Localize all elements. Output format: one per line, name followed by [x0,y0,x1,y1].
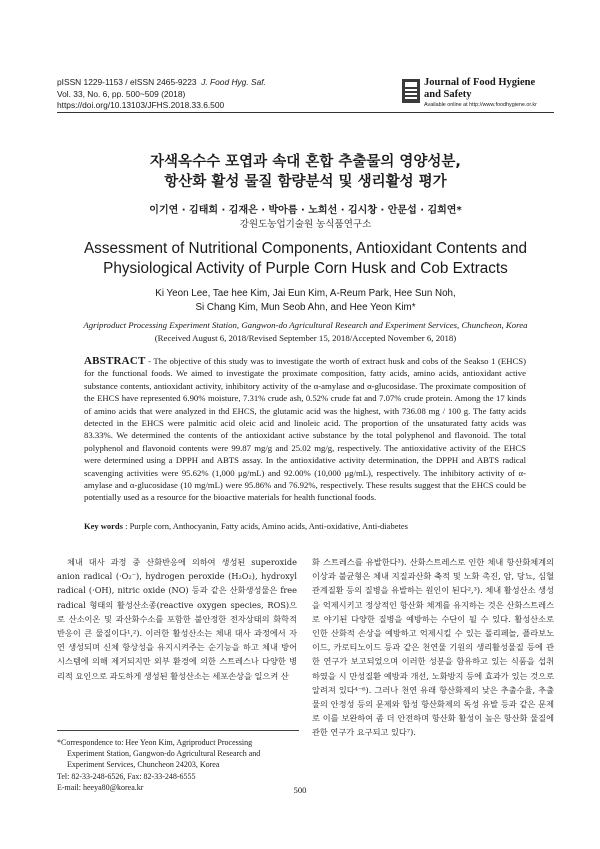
keywords-label: Key words [84,521,123,531]
doi-link[interactable]: https://doi.org/10.13103/JFHS.2018.33.6.500 [57,100,225,110]
journal-metadata [57,77,266,112]
abstract [84,355,526,504]
keywords [84,521,526,531]
footnote-divider [57,730,299,731]
english-title-line2: Physiological Activity of Purple Corn Husk and Cob Extracts [103,260,508,277]
journal-short-title: J. Food Hyg. Saf. [201,77,266,87]
footnote-line: Experiment Services, Chuncheon 24203, Korea [67,760,220,770]
korean-title-line1: 자색옥수수 포엽과 속대 혼합 추출물의 영양성분, [150,154,461,170]
footnote-email[interactable]: E-mail: heeya80@korea.kr [57,782,144,792]
journal-logo [402,75,554,111]
volume-info: Vol. 33, No. 6, pp. 500~509 (2018) [57,88,186,99]
logo-title-line2: and Safety [424,89,472,100]
page-number: 500 [293,785,307,795]
footnote-line: Experiment Station, Gangwon-do Agricultural Research and [67,749,261,759]
abstract-heading: ABSTRACT [84,355,146,367]
received-dates: (Received August 6, 2018/Revised September 15, 2018/Accepted November 6, 2018) [154,333,457,343]
issn: pISSN 1229-1153 / eISSN 2465-9223 [57,77,197,87]
logo-title-line1: Journal of Food Hygiene [424,77,536,88]
footnote-line: *Correspondence to: Hee Yeon Kim, Agriproduct Processing [57,738,253,747]
english-authors-line2: Si Chang Kim, Mun Seob Ahn, and Hee Yeon Kim* [195,302,416,313]
abstract-body: - The objective of this study was to investigate the worth of extract husk and cobs of the Seakso 1 (EHCS) for the functional foods. We aimed to investigate the proximate composition, fatty acids, amino acids, antioxidant active substance contents, antioxidant activity, inhibitory activity of the α-amylase and α-glucosidase. The proximate composition of the EHCS have represented 6.90% moisture, 7.31% crude ash, 0.52% crude fat and 7.07% crude protein. Among the 17 kinds of amino acids that were analyzed in thd EHCS, the glutamic acid was the highest, with 736.08 mg / 100 g. The fatty acids detected in the EHCS were palmitic acid oleic acid and linoleic acid. The proportion of the unsaturated fatty acids was 83.33%. We determined the contents of the antioxidant active substance by the total polyphenol and flavonoid. The total polyphenol and flavonoid contents were 99.87 mg/g and 25.02 mg/g, respectively. The antioxidative activity of the EHCS were determined using a DPPH and ABTS assay. In the antioxidative activity determination, the DPPH and ABTS radical scavenging activities were 95.62% (1,000 μg/mL) and 92.00% (10,000 μg/mL), respectively. The inhibitory activity of α-amylase and α-glucosidase (10 mg/mL) were 95.86% and 76.92%, respectively. These results suggest that the EHCS could be potentially used as a resource for the bioactive materials for health functional foods. [84,356,526,503]
english-title-line1: Assessment of Nutritional Components, Antioxidant Contents and [83,240,527,257]
logo-website[interactable]: Available online at http://www.foodhygiene.or.kr [424,102,537,108]
english-authors-line1: Ki Yeon Lee, Tae hee Kim, Jai Eun Kim, A-Reum Park, Hee Sun Noh, [155,288,456,299]
korean-title-line2: 항산화 활성 물질 함량분석 및 생리활성 평가 [164,174,447,190]
korean-affiliation: 강원도농업기술원 농식품연구소 [239,219,372,230]
header-divider [57,112,554,113]
keywords-text: : Purple corn, Anthocyanin, Fatty acids, Amino acids, Anti-oxidative, Anti-diabetes [122,521,408,531]
body-column-right: 화 스트레스를 유발한다³). 산화스트레스로 인한 체내 항산화체계의 이상과 불균형은 체내 지질과산화 축적 및 노화 촉진, 암, 당뇨, 심혈관계질환 등의 질병을 유발하는 원인이 된다²,³). 체내 활성산소 생성을 억제시키고 정상적인 항산화 체계를 유지하는 것은 산화스트레스로 야기된 다양한 질병을 예방하는 수단이 될 수 있다. 활성산소로 인한 산화적 손상을 예방하고 억제시킬 수 있는 폴리페놀, 플라보노이드, 카로티노이드 등과 같은 천연물 기원의 생리활성물질 등에 관한 연구가 보고되었으며 이러한 성분을 함유하고 있는 식품을 섭취하였을 시 만성질환 예방과 개선, 노화방지 등에 효과가 있는 것으로 알려져 있다⁴⁻⁶). 그러나 천연 유래 항산화제의 낮은 추출수율, 추출물의 안정성 등의 문제와 합성 항산화제의 독성 유발 등과 같은 문제로 이를 보완하여 좀 더 안전하며 항산화 활성이 높은 항산화 물질에 관한 연구가 요구되고 있다⁷). [312,557,554,738]
journal-logo-icon [402,79,420,103]
footnote-phone: Tel: 82-33-248-6526, Fax: 82-33-248-6555 [57,771,196,781]
english-affiliation: Agriproduct Processing Experiment Station, Gangwon-do Agricultural Research and Experiment Services, Chuncheon, Korea [83,320,528,330]
body-column-left: 체내 대사 과정 중 산화반응에 의하여 생성된 superoxide anion radical (·O₂⁻), hydrogen peroxide (H₂O₂), hydroxyl radical (·OH), nitric oxide (NO) 등과 같은 산화생성물은 free radical 형태의 활성산소종(reactive oxygen species, ROS)으로 산소이온 및 과산화수소를 포함한 불안정한 전자상태의 화학적 반응이 큰 물질이다¹,²). 이러한 활성산소는 체내 대사 과정에서 자연 생성되며 신체 항상성을 유지시켜주는 순기능을 하고 체내 방어시스템에 의해 제거되지만 외부 환경에 의한 스트레스나 다양한 병리적 요인으로 과도하게 생성된 활성산소는 세포손상을 일으켜 산 [57,557,297,681]
korean-authors: 이기연 · 김태희 · 김재은 · 박아름 · 노희선 · 김시창 · 안문섭 · 김희연* [149,205,462,216]
